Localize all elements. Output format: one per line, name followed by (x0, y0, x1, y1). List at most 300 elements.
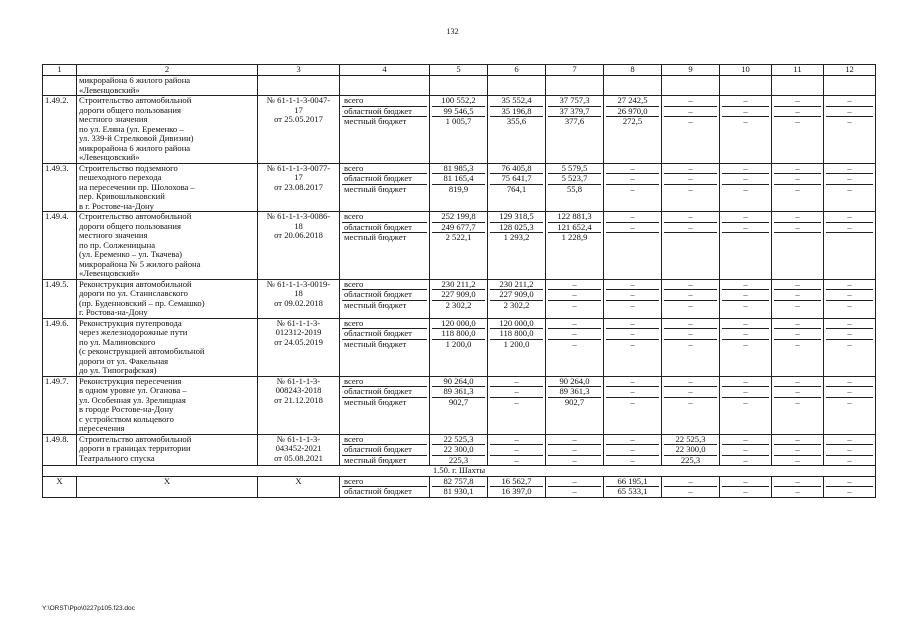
value: – (548, 290, 601, 301)
name-line: до ул. Типографская) (79, 365, 157, 375)
value: 35 552,4 (490, 96, 543, 107)
column-number: 10 (720, 65, 772, 76)
value-cell (604, 279, 662, 318)
object-name-cell (77, 318, 258, 376)
object-name-cell: X (77, 476, 258, 497)
value: – (606, 290, 659, 301)
value-cell (546, 163, 604, 212)
value-cell (546, 476, 604, 497)
value: – (664, 377, 717, 388)
name-line: по пр. Солженицына (79, 239, 156, 250)
row-number-cell: 1.49.3. (43, 163, 77, 212)
value: – (722, 280, 769, 291)
value: – (826, 212, 873, 223)
value-cell (604, 376, 662, 434)
document-line: 043452-2021 (275, 443, 322, 453)
value-cell (772, 212, 824, 280)
funding-source-label: областной бюджет (342, 387, 427, 398)
column-number: 5 (430, 65, 488, 76)
value-cell (662, 96, 720, 164)
value: – (630, 454, 635, 465)
table-row (43, 476, 876, 497)
value: – (795, 183, 800, 194)
value: – (847, 486, 852, 496)
value: – (722, 174, 769, 185)
value: – (743, 454, 748, 465)
document-line: № 61-1-1-3- (276, 434, 321, 444)
row-number-cell: 1.49.7. (43, 376, 77, 434)
funding-source-cell (340, 96, 430, 164)
funding-source-cell (340, 376, 430, 434)
value-cell (488, 434, 546, 466)
value: – (572, 299, 577, 310)
value: – (743, 486, 748, 496)
document-cell (258, 279, 340, 318)
value: – (722, 435, 769, 446)
value: – (743, 116, 748, 126)
document-cell (258, 434, 340, 466)
name-line: Реконструкция автомобильной (79, 279, 192, 289)
row-number-cell: 1.49.5. (43, 279, 77, 318)
value: 230 211,2 (432, 280, 485, 291)
value-cell (772, 318, 824, 376)
value: – (826, 329, 873, 340)
value-cell (720, 318, 772, 376)
value: 27 242,5 (606, 96, 659, 107)
column-number-row (43, 65, 876, 76)
empty-cell (824, 76, 876, 96)
document-line: 17 (294, 172, 303, 182)
value: – (606, 435, 659, 446)
value-cell (720, 212, 772, 280)
value: – (688, 116, 693, 126)
value: 120 000,0 (432, 319, 485, 330)
value-cell (824, 163, 876, 212)
value: – (548, 280, 601, 291)
name-line: микрорайона № 5 жилого района (79, 258, 201, 269)
value: 121 652,4 (548, 223, 601, 234)
document-cell (258, 212, 340, 280)
value: – (664, 387, 717, 398)
value: 5 523,7 (548, 174, 601, 185)
funding-source-label: областной бюджет (342, 329, 427, 340)
file-path-footer: Y:\ORST\Ppo\0227p105.f23.doc (42, 605, 135, 612)
value-cell (604, 476, 662, 497)
document-line: от 20.06.2018 (274, 230, 323, 240)
value-cell (430, 163, 488, 212)
document-line: № 61-1-1-3- (276, 376, 321, 386)
value: – (606, 387, 659, 398)
row-number-cell: 1.49.8. (43, 434, 77, 466)
empty-cell (430, 76, 488, 96)
value-cell (720, 476, 772, 497)
value: – (722, 377, 769, 388)
document-line: 18 (294, 288, 303, 298)
value-cell (772, 476, 824, 497)
empty-cell (546, 76, 604, 96)
value: – (490, 377, 543, 388)
value: 55,8 (566, 183, 583, 194)
value: – (826, 174, 873, 185)
document-line: 008243-2018 (275, 385, 322, 395)
value: – (548, 435, 601, 446)
funding-source-label: всего (342, 319, 427, 330)
value: – (795, 299, 800, 310)
value: – (664, 319, 717, 330)
value: – (606, 223, 659, 234)
column-number: 2 (77, 65, 258, 76)
name-line: дороги по ул. Станиславского (79, 288, 188, 298)
column-number: 9 (662, 65, 720, 76)
value: 89 361,3 (432, 387, 485, 398)
funding-source-label: местный бюджет (344, 396, 407, 407)
empty-cell (662, 76, 720, 96)
funding-source-label: всего (342, 377, 427, 388)
document-line: № 61-1-1-3-0077- (266, 163, 331, 173)
value (606, 233, 659, 243)
value: – (774, 319, 821, 330)
value: – (606, 377, 659, 388)
value: – (826, 107, 873, 118)
name-line: на пересечении пр. Шолохова – (79, 181, 195, 192)
funding-source-label: всего (342, 212, 427, 223)
value: 82 757,8 (432, 477, 485, 488)
object-name-cell (77, 376, 258, 434)
value: – (826, 477, 873, 488)
value: – (630, 299, 635, 310)
value-cell (604, 434, 662, 466)
value: – (774, 96, 821, 107)
budget-table (42, 64, 876, 498)
document-cell: X (258, 476, 340, 497)
document-line: от 05.08.2021 (274, 452, 323, 463)
value: 81 985,3 (432, 164, 485, 175)
name-line: по ул. Малиновского (79, 336, 156, 347)
value: – (722, 477, 769, 488)
name-line: микрорайона 6 жилого района (79, 75, 191, 85)
name-line: с устройством кольцевого (79, 413, 174, 424)
name-line: Театрального спуска (79, 452, 155, 463)
value-cell (430, 376, 488, 434)
empty-cell (258, 76, 340, 96)
funding-source-label: местный бюджет (344, 116, 407, 126)
value: – (722, 329, 769, 340)
value-cell (488, 96, 546, 164)
row-number-cell: 1.49.2. (43, 96, 77, 164)
row-number-cell: 1.49.4. (43, 212, 77, 280)
name-line: дороги в границах территории (79, 443, 191, 453)
value: 90 264,0 (548, 377, 601, 388)
funding-source-label: областной бюджет (342, 445, 427, 456)
value: 66 195,1 (606, 477, 659, 488)
object-name-cell (77, 279, 258, 318)
value: – (606, 164, 659, 175)
value: – (664, 164, 717, 175)
value-cell (546, 318, 604, 376)
name-line: Строительство подземного (79, 163, 178, 173)
value-cell (546, 376, 604, 434)
column-number: 7 (546, 65, 604, 76)
value: – (664, 290, 717, 301)
name-line: в городе Ростове-на-Дону (79, 404, 174, 414)
value: 81 930,1 (443, 486, 474, 496)
funding-source-label: всего (342, 435, 427, 446)
value: – (606, 280, 659, 291)
value: – (664, 174, 717, 185)
value: – (630, 396, 635, 407)
value: – (774, 387, 821, 398)
value: 22 300,0 (432, 445, 485, 456)
value: 122 881,3 (548, 212, 601, 223)
empty-cell (488, 76, 546, 96)
value: – (826, 280, 873, 291)
name-line: дороги общего пользования (79, 104, 181, 115)
value-cell (824, 434, 876, 466)
document-line: от 24.05.2019 (274, 336, 323, 347)
value: – (664, 107, 717, 118)
value-cell (772, 279, 824, 318)
value-cell (824, 376, 876, 434)
value: 377,6 (564, 116, 585, 126)
value: – (548, 477, 601, 488)
value-cell (430, 212, 488, 280)
value: – (795, 486, 800, 496)
value: – (572, 338, 577, 349)
object-name-cell (77, 163, 258, 212)
value: 902,7 (564, 396, 585, 407)
value-cell (662, 279, 720, 318)
value: – (688, 338, 693, 349)
value: – (572, 454, 577, 465)
value (722, 233, 769, 243)
value-cell (772, 376, 824, 434)
value: 99 546,5 (432, 107, 485, 118)
funding-source-label: местный бюджет (344, 183, 407, 194)
value: 65 533,1 (617, 486, 648, 496)
value: 249 677,7 (432, 223, 485, 234)
value: – (774, 477, 821, 488)
funding-source-label: всего (342, 96, 427, 107)
document-line: № 61-1-1-3-0047- (266, 95, 331, 105)
name-line: пересечения (79, 423, 125, 433)
value: – (606, 212, 659, 223)
value: – (847, 338, 852, 349)
column-number: 3 (258, 65, 340, 76)
document-line: № 61-1-1-3- (276, 318, 321, 328)
funding-source-cell (340, 212, 430, 280)
value: – (606, 329, 659, 340)
page-number: 132 (446, 27, 459, 36)
value: 26 970,0 (606, 107, 659, 118)
value-cell (824, 96, 876, 164)
empty-cell (772, 76, 824, 96)
value: – (572, 486, 577, 496)
document-line: № 61-1-1-3-0019- (266, 279, 331, 289)
value-cell (824, 318, 876, 376)
value-cell (488, 476, 546, 497)
value-cell (824, 212, 876, 280)
value: 225,3 (680, 454, 701, 465)
value-cell (720, 96, 772, 164)
name-line: микрорайона 6 жилого района (79, 142, 191, 153)
value: – (774, 223, 821, 234)
value: – (722, 223, 769, 234)
value: – (795, 396, 800, 407)
value-cell (430, 434, 488, 466)
value: – (688, 396, 693, 407)
value: 35 196,8 (490, 107, 543, 118)
funding-source-label: областной бюджет (342, 290, 427, 301)
value: 5 579,5 (548, 164, 601, 175)
name-line: дороги от ул. Факельная (79, 355, 169, 366)
value-cell (662, 212, 720, 280)
value-cell (604, 212, 662, 280)
name-line: ул. Особенная ул. Зрелищная (79, 394, 186, 405)
column-number: 11 (772, 65, 824, 76)
value: – (826, 445, 873, 456)
row-number-cell (43, 76, 77, 96)
value: – (826, 164, 873, 175)
value: 902,7 (448, 396, 469, 407)
value-cell (720, 279, 772, 318)
name-line: пер. Кривошлыковский (79, 191, 165, 201)
value-cell (824, 279, 876, 318)
document-cell (258, 318, 340, 376)
value: 230 211,2 (490, 280, 543, 291)
value: – (630, 183, 635, 194)
value: – (743, 396, 748, 407)
value: – (664, 96, 717, 107)
name-line: (пр. Буденновский – пр. Семашко) (79, 297, 205, 308)
value: – (548, 319, 601, 330)
value: – (514, 454, 519, 465)
table-row (43, 163, 876, 212)
document-line: № 61-1-1-3-0086- (266, 211, 331, 221)
object-name-cell (77, 76, 258, 96)
value: 227 909,0 (432, 290, 485, 301)
name-line: местного значения (79, 114, 148, 124)
value: – (630, 338, 635, 349)
value: – (774, 280, 821, 291)
value-cell (488, 318, 546, 376)
value: 227 909,0 (490, 290, 543, 301)
value-cell (772, 163, 824, 212)
object-name-cell (77, 212, 258, 280)
value: 118 800,0 (490, 329, 543, 340)
value: 100 552,2 (432, 96, 485, 107)
value: – (847, 396, 852, 407)
value (774, 233, 821, 243)
value: 22 525,3 (432, 435, 485, 446)
value-cell (546, 434, 604, 466)
name-line: «Левенцовский» (79, 152, 140, 162)
value-cell (604, 96, 662, 164)
value: 1 005,7 (445, 116, 472, 126)
value-cell (662, 434, 720, 466)
value: – (722, 107, 769, 118)
value: – (490, 435, 543, 446)
value: – (795, 338, 800, 349)
value: – (826, 435, 873, 446)
value: 22 300,0 (664, 445, 717, 456)
value-cell (430, 476, 488, 497)
value-cell (430, 279, 488, 318)
value: – (664, 280, 717, 291)
value: 2 302,2 (445, 299, 472, 310)
column-number: 8 (604, 65, 662, 76)
object-name-cell (77, 434, 258, 466)
document-cell (258, 376, 340, 434)
value: 764,1 (506, 183, 527, 194)
value: 2 302,2 (503, 299, 530, 310)
value-cell (488, 212, 546, 280)
name-line: пешеходного перехода (79, 172, 162, 182)
value: 129 318,5 (490, 212, 543, 223)
document-line: от 23.08.2017 (274, 181, 323, 192)
value: – (722, 319, 769, 330)
value: 225,3 (448, 454, 469, 465)
value-cell (546, 212, 604, 280)
value: 1 200,0 (503, 338, 530, 349)
value: – (774, 164, 821, 175)
value: 128 025,3 (490, 223, 543, 234)
value-cell (488, 163, 546, 212)
value: – (774, 377, 821, 388)
value: – (722, 164, 769, 175)
value: – (490, 445, 543, 456)
value: – (826, 290, 873, 301)
value: 272,5 (622, 116, 643, 126)
document-line: от 21.12.2018 (274, 394, 323, 405)
table-row (43, 212, 876, 280)
funding-source-label: областной бюджет (342, 223, 427, 234)
funding-source-label: всего (342, 280, 427, 291)
value: – (847, 299, 852, 310)
value: – (743, 183, 748, 194)
document-line: 18 (294, 220, 303, 231)
value: 90 264,0 (432, 377, 485, 388)
value: – (847, 454, 852, 465)
name-line: по ул. Еляна (ул. Еременко – (79, 123, 184, 134)
value: – (774, 174, 821, 185)
value: 2 522,1 (445, 232, 472, 242)
value: – (774, 212, 821, 223)
value-cell (488, 376, 546, 434)
value: – (490, 387, 543, 398)
value: – (795, 454, 800, 465)
value-cell (662, 318, 720, 376)
value: – (688, 299, 693, 310)
document-line: 012312-2019 (275, 327, 322, 337)
table-row (43, 434, 876, 466)
value: – (774, 435, 821, 446)
value: – (664, 477, 717, 488)
value: – (606, 319, 659, 330)
value: – (774, 107, 821, 118)
value: – (722, 387, 769, 398)
document-cell (258, 163, 340, 212)
value: 76 405,8 (490, 164, 543, 175)
name-line: (ул. Еременко – ул. Ткачева) (79, 249, 183, 259)
value-cell (430, 318, 488, 376)
table-row (43, 279, 876, 318)
value: 16 397,0 (501, 486, 532, 496)
value-cell (720, 163, 772, 212)
funding-source-cell (340, 476, 430, 497)
value-cell (546, 279, 604, 318)
value: – (688, 486, 693, 496)
value: – (743, 338, 748, 349)
